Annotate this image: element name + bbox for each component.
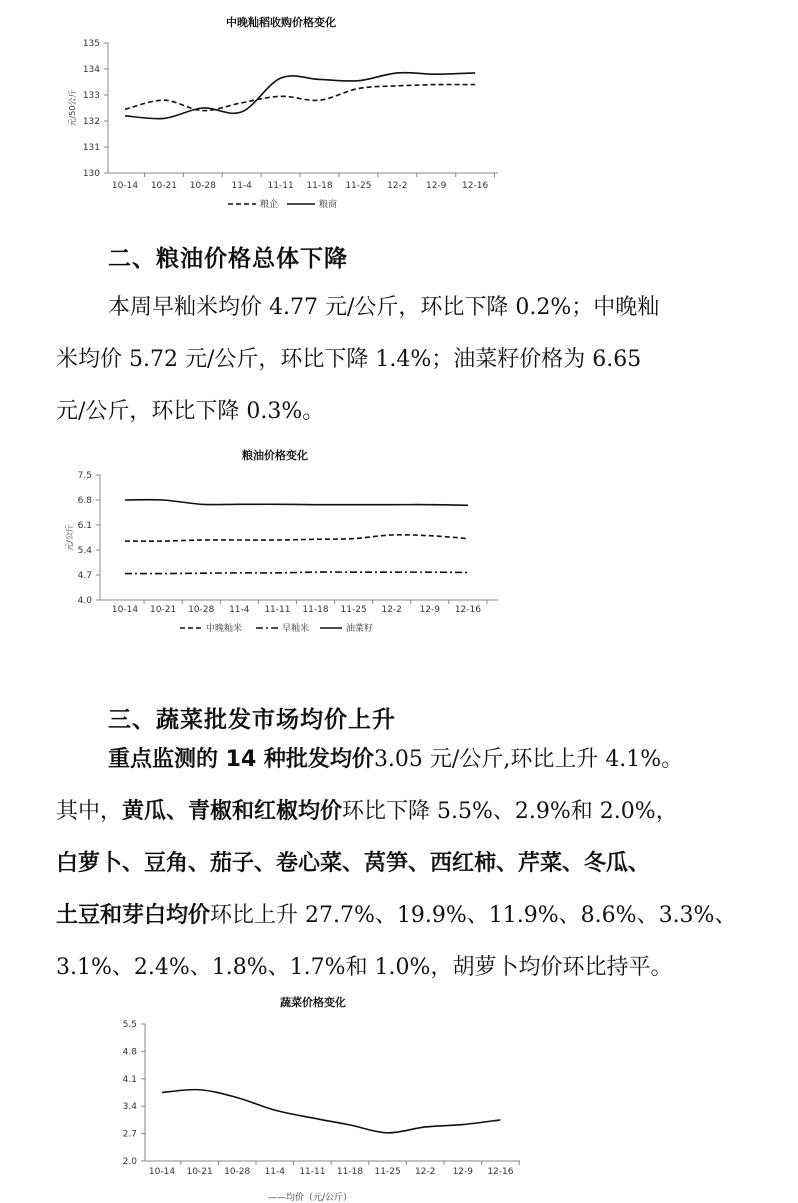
grain-oil-price-chart [0,440,798,640]
paragraph-line [56,786,768,838]
y-tick-label: 7.5 [77,471,92,481]
bold-phrase: 重点监测的 14 种批发均价 [108,747,374,772]
y-tick-label: 4.7 [77,571,92,581]
legend-label: 中晚籼米 [206,624,243,634]
y-tick-label: 4.0 [77,596,92,606]
bold-phrase: 土豆和芽白均价 [56,903,211,928]
text-span: 其中， [56,799,123,824]
x-tick-label: 12-9 [425,181,447,191]
paragraph-vegetables [56,734,768,994]
x-tick-label: 11-25 [345,181,372,191]
chart-grain-oil-svg [0,440,798,640]
text-span: 3.05 元/公斤,环比上升 4.1%。 [373,747,684,772]
y-tick-label: 5.4 [77,546,92,556]
legend-label: 粮企 [260,200,279,210]
x-tick-label: 10-21 [186,1167,213,1177]
rice-purchase-price-chart [0,0,798,220]
x-tick-label: 10-28 [188,605,215,615]
section-heading-grain-oil: 二、粮油价格总体下降 [108,246,348,272]
chart-rice-purchase-svg [0,0,798,220]
y-tick-label: 2.7 [122,1129,137,1140]
chart-vegetable-svg [0,985,798,1203]
chart-title: 蔬菜价格变化 [280,996,346,1009]
text-span: 环比上升 27.7%、19.9%、11.9%、8.6%、3.3%、 [210,903,737,928]
x-tick-label: 10-28 [224,1167,251,1177]
x-tick-label: 11-18 [306,181,333,191]
y-tick-label: 132 [82,117,100,127]
chart-title: 中晚籼稻收购价格变化 [226,16,336,29]
x-tick-label: 10-21 [150,605,177,615]
paragraph-line: 元/公斤，环比下降 0.3%。 [56,399,325,424]
series-line-1 [162,1090,500,1133]
x-tick-label: 10-14 [148,1167,176,1177]
y-tick-label: 5.5 [122,1020,137,1030]
x-tick-label: 12-16 [454,605,481,615]
series-line-1 [125,535,468,541]
y-axis-label: 元/50公斤 [68,89,77,127]
x-tick-label: 11-18 [336,1167,364,1177]
series-line-3 [125,500,468,506]
paragraph-line: 米均价 5.72 元/公斤，环比下降 1.4%；油菜籽价格为 6.65 [56,347,642,372]
x-tick-label: 11-11 [264,605,291,615]
paragraph-line: 白萝卜、豆角、茄子、卷心菜、莴笋、西红柿、芹菜、冬瓜、 [56,851,651,876]
y-tick-label: 133 [82,91,100,101]
section-heading-vegetables: 三、蔬菜批发市场均价上升 [108,707,396,733]
x-tick-label: 11-4 [231,181,252,191]
y-tick-label: 3.4 [122,1102,137,1113]
x-tick-label: 10-14 [111,181,139,191]
x-tick-label: 12-16 [487,1167,514,1177]
y-tick-label: 6.1 [77,521,92,531]
paragraph-line: 3.1%、2.4%、1.8%、1.7%和 1.0%，胡萝卜均价环比持平。 [56,955,673,980]
x-tick-label: 12-2 [387,181,408,191]
legend-label: 油菜籽 [346,624,374,634]
y-tick-label: 6.8 [77,496,92,506]
x-tick-label: 11-18 [302,605,329,615]
series-line-1 [125,85,475,111]
legend-label: ——均价（元/公斤） [268,1193,353,1203]
y-tick-label: 131 [82,143,100,153]
y-tick-label: 4.8 [122,1047,137,1058]
paragraph-line [56,890,768,942]
x-tick-label: 11-4 [229,605,250,615]
vegetable-price-chart [0,985,798,1203]
y-tick-label: 135 [82,39,100,49]
x-tick-label: 11-25 [374,1167,401,1177]
legend-label: 粮商 [319,200,338,210]
y-tick-label: 2.0 [122,1157,137,1167]
series-line-2 [125,572,468,574]
y-axis-label: 元/公斤 [65,524,74,551]
x-tick-label: 12-9 [419,605,441,615]
x-tick-label: 11-11 [299,1167,326,1177]
paragraph-grain-oil [56,282,768,438]
legend-label: 早籼米 [282,624,310,634]
bold-phrase: 黄瓜、青椒和红椒均价 [122,799,343,824]
x-tick-label: 10-28 [189,181,216,191]
x-tick-label: 12-2 [381,605,402,615]
paragraph-line: 本周早籼米均价 4.77 元/公斤，环比下降 0.2%；中晚籼 [108,295,660,320]
x-tick-label: 11-4 [264,1167,286,1177]
x-tick-label: 11-11 [267,181,294,191]
x-tick-label: 12-9 [452,1167,474,1177]
y-tick-label: 134 [82,65,100,75]
text-span: 环比下降 5.5%、2.9%和 2.0%， [342,799,678,824]
x-tick-label: 12-2 [414,1167,436,1177]
y-tick-label: 4.1 [122,1074,137,1085]
y-tick-label: 130 [82,169,100,179]
x-tick-label: 11-25 [340,605,367,615]
x-tick-label: 10-21 [150,181,177,191]
x-tick-label: 12-16 [462,181,489,191]
paragraph-line [56,734,768,786]
chart-title: 粮油价格变化 [242,449,308,462]
x-tick-label: 10-14 [111,605,139,615]
series-line-2 [125,73,475,119]
